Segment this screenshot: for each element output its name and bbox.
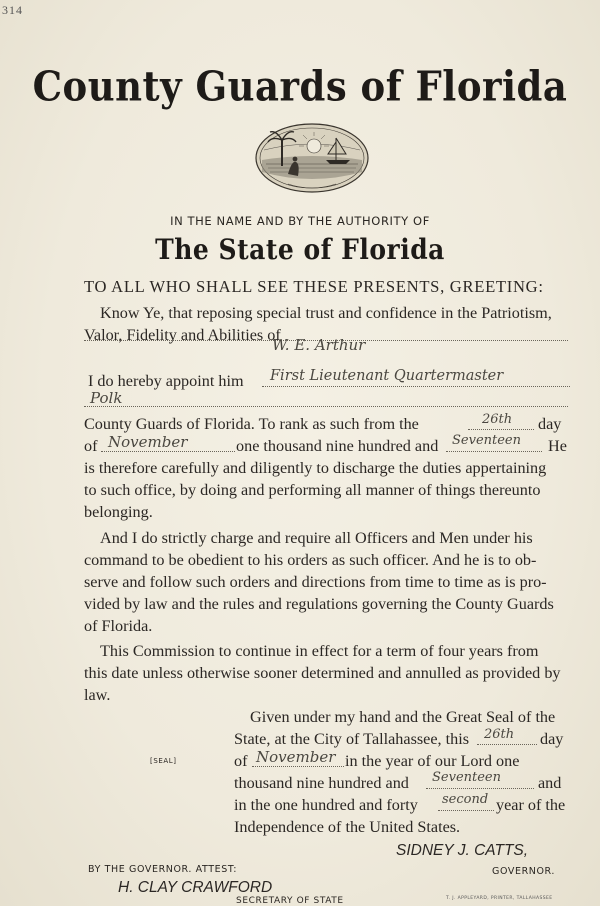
state-seal-image (252, 116, 372, 196)
state-heading: The State of Florida (155, 233, 445, 266)
para3-line2: this date unless otherwise sooner determined and annulled as provided by (84, 664, 561, 682)
day-line (468, 429, 534, 430)
document-title: County Guards of Florida (32, 61, 568, 111)
authority-line: IN THE NAME AND BY THE AUTHORITY OF (170, 214, 430, 228)
given-year-value: Seventeen (432, 770, 501, 785)
county-text: County Guards of Florida. To rank as such from the (84, 415, 419, 433)
para2-line5: of Florida. (84, 617, 153, 635)
month-line (101, 451, 235, 452)
given-line5-rest: year of the (496, 796, 566, 814)
given-of-word: of (234, 752, 248, 770)
para1-line2: Valor, Fidelity and Abilities of (84, 326, 281, 344)
para1-line1: Know Ye, that reposing special trust and confidence in the Patriotism, (100, 304, 552, 322)
unit-line (84, 406, 568, 407)
governor-name: SIDNEY J. CATTS, (396, 842, 529, 859)
para2-line1: And I do strictly charge and require all Officers and Men under his (100, 529, 533, 547)
para3-line1: This Commission to continue in effect for a term of four years from (100, 642, 539, 660)
secretary-name: H. CLAY CRAWFORD (118, 879, 273, 896)
appoint-line4: is therefore carefully and diligently to discharge the duties appertaining (84, 459, 547, 477)
seal-label: [SEAL] (150, 757, 177, 765)
given-line4: thousand nine hundred and (234, 774, 409, 792)
unit-text: Polk (90, 389, 123, 407)
greeting: TO ALL WHO SHALL SEE THESE PRESENTS, GREETING: (84, 277, 544, 296)
given-line5: in the one hundred and forty (234, 796, 418, 814)
para3-line3: law. (84, 686, 111, 704)
of-word: of (84, 437, 98, 455)
year-line (446, 451, 542, 452)
appoint-line6: belonging. (84, 503, 153, 521)
page-number: 314 (2, 3, 23, 17)
para2-line3: serve and follow such orders and directions from time to time as is pro- (84, 573, 547, 591)
appointee-name: W. E. Arthur (272, 336, 366, 354)
month-value: November (108, 433, 188, 451)
given-year-line (426, 788, 534, 789)
para2-line4: vided by law and the rules and regulations governing the County Guards (84, 595, 554, 613)
given-line1: Given under my hand and the Great Seal of the (250, 708, 556, 726)
given-month-value: November (256, 748, 336, 766)
appoint-line5: to such office, by doing and performing all manner of things thereunto (84, 481, 541, 499)
forty-value: second (442, 792, 489, 807)
given-day-word: day (540, 730, 564, 748)
rank-line (262, 386, 570, 387)
day-value: 26th (482, 412, 513, 427)
governor-title: GOVERNOR. (492, 866, 556, 877)
forty-line (438, 810, 494, 811)
attest-line: BY THE GOVERNOR. ATTEST: (88, 864, 238, 875)
year-value: Seventeen (452, 433, 521, 448)
given-line2: State, at the City of Tallahassee, this (234, 730, 470, 748)
given-month-line (252, 766, 344, 767)
printer-credit: T. J. APPLEYARD, PRINTER, TALLAHASSEE (446, 896, 553, 901)
secretary-title: SECRETARY OF STATE (236, 896, 344, 906)
given-and-word: and (538, 774, 562, 792)
appoint-prefix: I do hereby appoint him (88, 372, 244, 390)
year-text: one thousand nine hundred and (236, 437, 439, 455)
para2-line2: command to be obedient to his orders as such officer. And he is to ob- (84, 551, 537, 569)
given-day-value: 26th (484, 727, 515, 742)
he-word: He (548, 437, 567, 455)
given-line3-rest: in the year of our Lord one (345, 752, 520, 770)
rank-text: First Lieutenant Quartermaster (270, 368, 504, 384)
day-word: day (538, 415, 562, 433)
given-day-line (477, 744, 537, 745)
given-line6: Independence of the United States. (234, 818, 461, 836)
